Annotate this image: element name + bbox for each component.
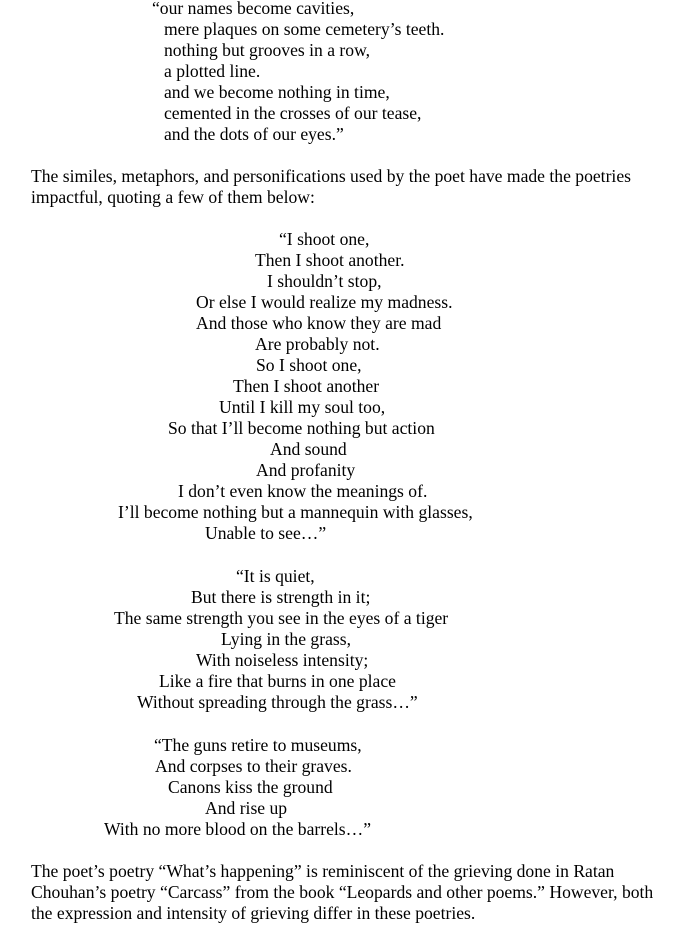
poem-line: And sound — [270, 439, 347, 459]
poem-line: a plotted line. — [164, 61, 261, 81]
body-paragraph: The poet’s poetry “What’s happening” is reminiscent of the grieving done in Ratan Chouhan’s poetry “Carcass” from the book “Leopards and other poems.” However, both the expression and intensity of grieving differ in these poetries. — [31, 861, 654, 923]
poem-line: So that I’ll become nothing but action — [168, 418, 435, 438]
poem-line: I’ll become nothing but a mannequin with glasses, — [118, 502, 473, 522]
poem-line: Then I shoot another. — [255, 250, 405, 270]
poem-line: Like a fire that burns in one place — [159, 671, 396, 691]
poem-line: nothing but grooves in a row, — [164, 40, 371, 60]
poem-line: “our names become cavities, — [152, 0, 355, 18]
poem-line: and we become nothing in time, — [164, 82, 390, 102]
body-paragraph: The similes, metaphors, and personifications used by the poet have made the poetries impactful, quoting a few of them below: — [31, 166, 631, 207]
poem-line: and the dots of our eyes.” — [164, 124, 344, 144]
poem-line: And rise up — [205, 798, 288, 818]
poem-line: Lying in the grass, — [221, 629, 351, 649]
poem-line: cemented in the crosses of our tease, — [164, 103, 422, 123]
poem-line: I don’t even know the meanings of. — [178, 481, 428, 501]
poem-line: Without spreading through the grass…” — [137, 692, 418, 712]
poem-line: The same strength you see in the eyes of a tiger — [114, 608, 449, 628]
poem-line: With no more blood on the barrels…” — [104, 819, 372, 839]
poem-line: So I shoot one, — [256, 355, 362, 375]
poem-line: “The guns retire to museums, — [154, 735, 362, 755]
poem-line: Unable to see…” — [205, 523, 327, 543]
poem-line: mere plaques on some cemetery’s teeth. — [164, 19, 445, 39]
poem-line: Canons kiss the ground — [168, 777, 333, 797]
poem-line: “I shoot one, — [279, 229, 370, 249]
poem-line: And those who know they are mad — [196, 313, 442, 333]
poem-line: Then I shoot another — [233, 376, 380, 396]
poem-line: And profanity — [256, 460, 356, 480]
poem-line: Until I kill my soul too, — [219, 397, 386, 417]
poem-line: And corpses to their graves. — [155, 756, 352, 776]
poem-line: But there is strength in it; — [191, 587, 371, 607]
poem-line: Or else I would realize my madness. — [196, 292, 453, 312]
poem-line: Are probably not. — [255, 334, 380, 354]
poem-line: With noiseless intensity; — [196, 650, 369, 670]
poem-line: “It is quiet, — [236, 566, 315, 586]
poem-line: I shouldn’t stop, — [267, 271, 382, 291]
